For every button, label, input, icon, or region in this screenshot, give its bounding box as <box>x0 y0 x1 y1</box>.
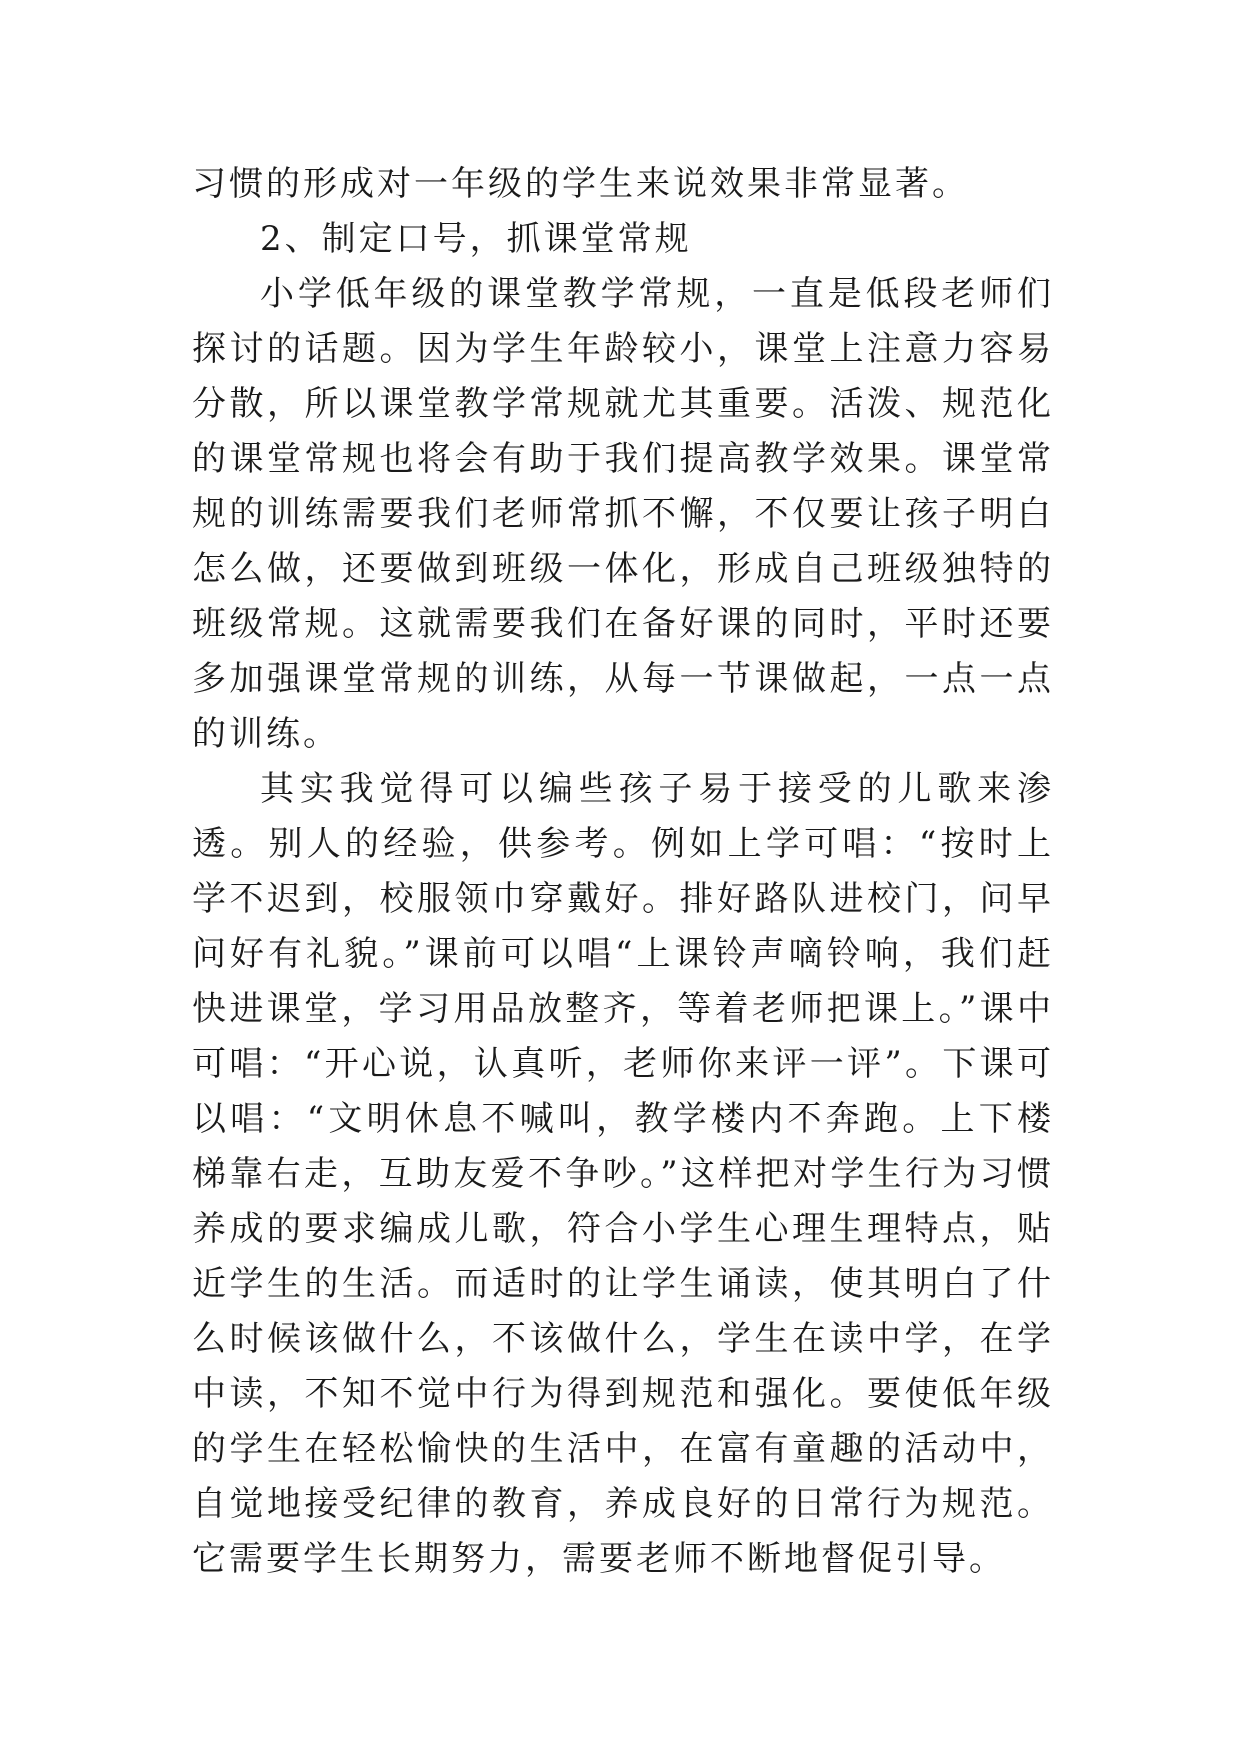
section-heading: 2、制定口号，抓课堂常规 <box>260 219 692 259</box>
paragraph-nursery-rhymes: 其实我觉得可以编些孩子易于接受的儿歌来渗透。别人的经验，供参考。例如上学可唱：“按时上学不迟到，校服领巾穿戴好。排好路队进校门，问早问好有礼貌。”课前可以唱“上课铃声嘀铃响，我们赶快进课堂，学习用品放整齐，等着老师把课上。”课中可唱：“开心说，认真听，老师你来评一评”。下课可以唱：“文明休息不喊叫，教学楼内不奔跑。上下楼梯靠右走，互助友爱不争吵。”这样把对学生行为习惯养成的要求编成儿歌，符合小学生心理生理特点，贴近学生的生活。而适时的让学生诵读，使其明白了什么时候该做什么，不该做什么，学生在读中学，在学中读，不知不觉中行为得到规范和强化。要使低年级的学生在轻松愉快的生活中，在富有童趣的活动中，自觉地接受纪律的教育，养成良好的日常行为规范。它需要学生长期努力，需要老师不断地督促引导。 <box>192 769 1054 1579</box>
paragraph-continuation: 习惯的形成对一年级的学生来说效果非常显著。 <box>192 164 969 204</box>
paragraph-classroom-routine: 小学低年级的课堂教学常规，一直是低段老师们探讨的话题。因为学生年龄较小，课堂上注意力容易分散，所以课堂教学常规就尤其重要。活泼、规范化的课堂常规也将会有助于我们提高教学效果。课堂常规的训练需要我们老师常抓不懈，不仅要让孩子明白怎么做，还要做到班级一体化，形成自己班级独特的班级常规。这就需要我们在备好课的同时，平时还要多加强课堂常规的训练，从每一节课做起，一点一点的训练。 <box>192 274 1054 754</box>
document-body <box>192 157 1054 1587</box>
